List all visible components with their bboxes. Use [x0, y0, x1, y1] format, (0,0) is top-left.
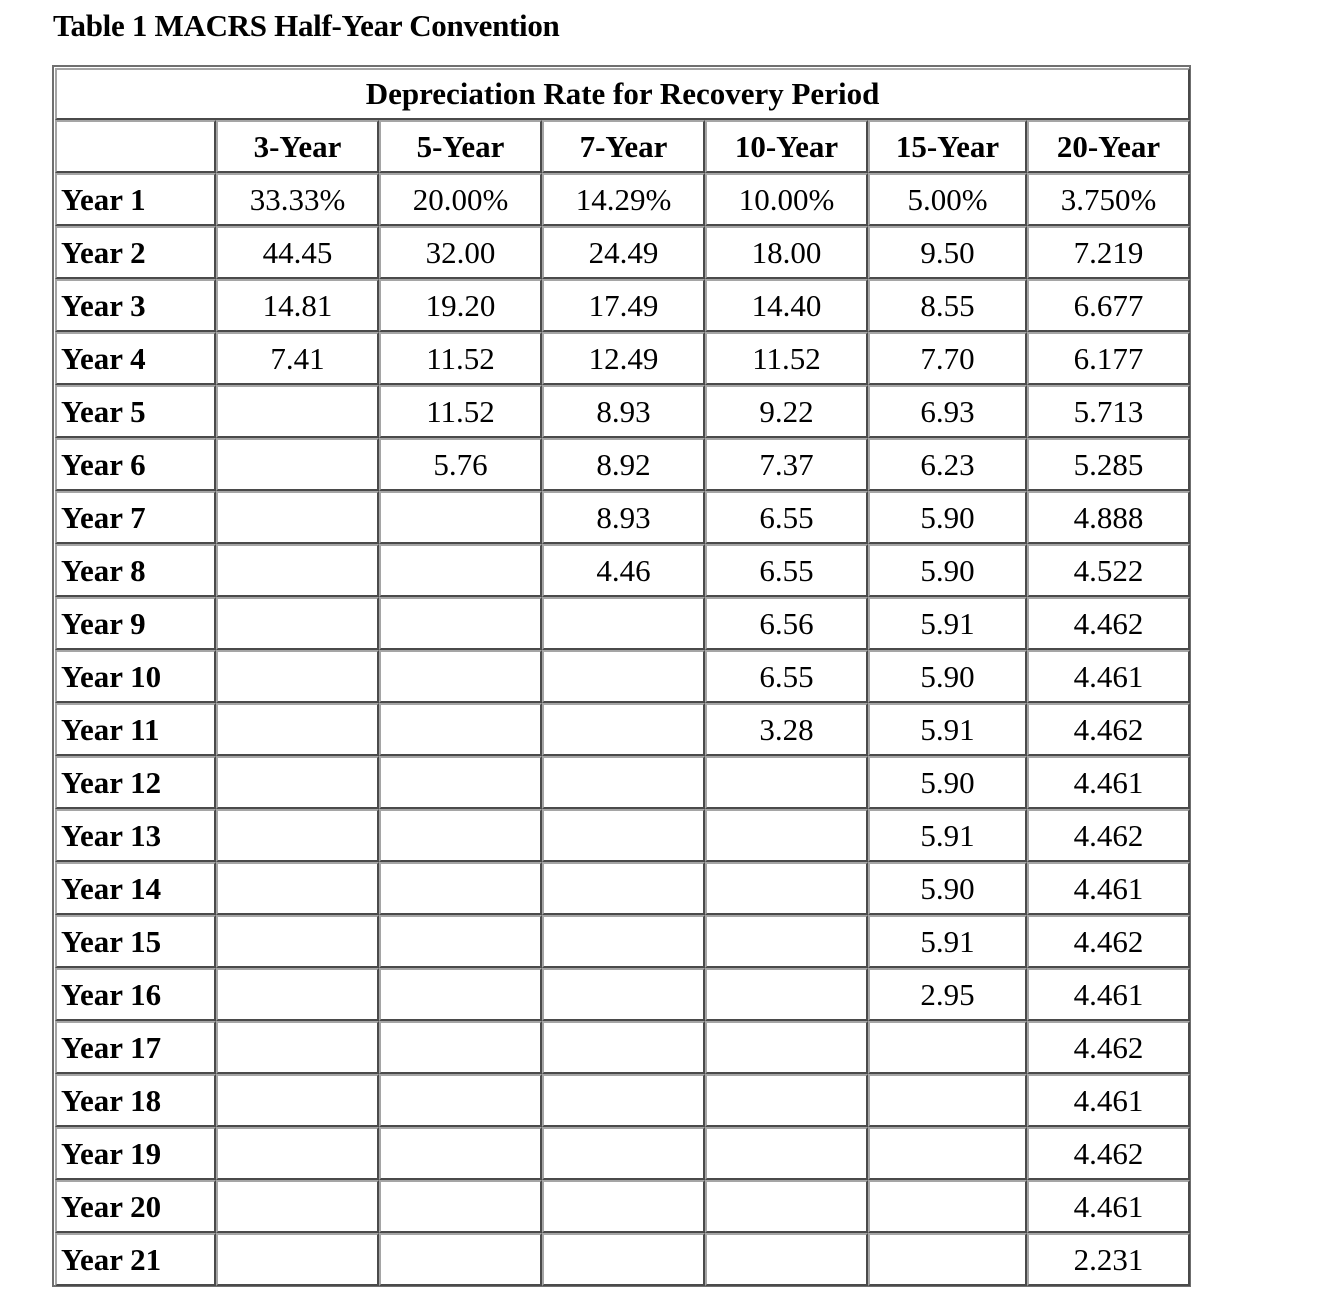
table-cell: 5.91: [868, 809, 1027, 862]
row-label: Year 7: [55, 491, 216, 544]
table-cell: [216, 1074, 379, 1127]
row-label: Year 19: [55, 1127, 216, 1180]
table-cell: 4.461: [1027, 862, 1190, 915]
table-cell: 7.41: [216, 332, 379, 385]
table-cell: 5.90: [868, 491, 1027, 544]
table-cell: [705, 862, 868, 915]
table-cell: 6.55: [705, 650, 868, 703]
table-cell: [542, 1021, 705, 1074]
table-cell: 14.29%: [542, 173, 705, 226]
table-cell: 4.461: [1027, 968, 1190, 1021]
table-cell: [379, 1180, 542, 1233]
table-cell: 6.23: [868, 438, 1027, 491]
column-header: 5-Year: [379, 120, 542, 173]
table-cell: 8.55: [868, 279, 1027, 332]
column-header: 10-Year: [705, 120, 868, 173]
row-label: Year 13: [55, 809, 216, 862]
row-label: Year 2: [55, 226, 216, 279]
table-cell: 5.90: [868, 756, 1027, 809]
table-cell: [542, 809, 705, 862]
table-cell: 6.93: [868, 385, 1027, 438]
macrs-table: [52, 65, 1191, 1287]
table-cell: 6.55: [705, 544, 868, 597]
table-cell: 9.50: [868, 226, 1027, 279]
table-cell: 5.90: [868, 544, 1027, 597]
table-cell: 4.462: [1027, 809, 1190, 862]
table-cell: [542, 968, 705, 1021]
table-cell: [542, 597, 705, 650]
row-label: Year 12: [55, 756, 216, 809]
row-label: Year 18: [55, 1074, 216, 1127]
table-cell: [868, 1180, 1027, 1233]
row-label: Year 4: [55, 332, 216, 385]
table-cell: 4.461: [1027, 1180, 1190, 1233]
table-cell: 3.28: [705, 703, 868, 756]
table-cell: 5.91: [868, 597, 1027, 650]
table-cell: 44.45: [216, 226, 379, 279]
table-cell: 7.219: [1027, 226, 1190, 279]
table-cell: 5.90: [868, 862, 1027, 915]
row-label: Year 9: [55, 597, 216, 650]
table-cell: 5.91: [868, 915, 1027, 968]
table-cell: 4.461: [1027, 1074, 1190, 1127]
table-cell: 4.462: [1027, 1127, 1190, 1180]
table-cell: [705, 968, 868, 1021]
table-cell: 5.00%: [868, 173, 1027, 226]
table-cell: 4.46: [542, 544, 705, 597]
table-cell: [216, 703, 379, 756]
table-cell: [379, 968, 542, 1021]
header-corner-cell: [55, 120, 216, 173]
table-cell: 4.462: [1027, 1021, 1190, 1074]
table-cell: 5.76: [379, 438, 542, 491]
table-cell: 11.52: [379, 385, 542, 438]
table-cell: 4.461: [1027, 756, 1190, 809]
table-cell: [216, 597, 379, 650]
table-caption: Depreciation Rate for Recovery Period: [55, 68, 1190, 120]
table-cell: 19.20: [379, 279, 542, 332]
table-cell: [216, 650, 379, 703]
row-label: Year 11: [55, 703, 216, 756]
table-cell: [216, 438, 379, 491]
table-cell: 17.49: [542, 279, 705, 332]
table-cell: 10.00%: [705, 173, 868, 226]
table-cell: 18.00: [705, 226, 868, 279]
table-cell: 32.00: [379, 226, 542, 279]
table-cell: [542, 1180, 705, 1233]
table-cell: 9.22: [705, 385, 868, 438]
row-label: Year 20: [55, 1180, 216, 1233]
row-label: Year 14: [55, 862, 216, 915]
table-cell: 5.91: [868, 703, 1027, 756]
table-cell: 11.52: [705, 332, 868, 385]
table-cell: [379, 703, 542, 756]
table-cell: [705, 809, 868, 862]
table-cell: 7.70: [868, 332, 1027, 385]
table-cell: 4.462: [1027, 597, 1190, 650]
table-cell: [542, 1233, 705, 1286]
table-cell: 4.522: [1027, 544, 1190, 597]
table-cell: 4.462: [1027, 915, 1190, 968]
table-cell: [542, 703, 705, 756]
row-label: Year 1: [55, 173, 216, 226]
row-label: Year 3: [55, 279, 216, 332]
table-cell: 2.231: [1027, 1233, 1190, 1286]
table-cell: [216, 756, 379, 809]
table-cell: [542, 1127, 705, 1180]
table-cell: [379, 491, 542, 544]
row-label: Year 15: [55, 915, 216, 968]
table-cell: [705, 1127, 868, 1180]
table-cell: [705, 1074, 868, 1127]
row-label: Year 16: [55, 968, 216, 1021]
table-cell: 4.888: [1027, 491, 1190, 544]
row-label: Year 5: [55, 385, 216, 438]
table-cell: [216, 385, 379, 438]
table-cell: 14.81: [216, 279, 379, 332]
table-cell: [868, 1074, 1027, 1127]
table-cell: [379, 756, 542, 809]
column-header: 3-Year: [216, 120, 379, 173]
table-cell: [216, 809, 379, 862]
table-cell: 6.177: [1027, 332, 1190, 385]
table-cell: [379, 915, 542, 968]
table-cell: 5.90: [868, 650, 1027, 703]
table-cell: [216, 862, 379, 915]
table-cell: [542, 915, 705, 968]
row-label: Year 21: [55, 1233, 216, 1286]
table-cell: [379, 862, 542, 915]
table-cell: 14.40: [705, 279, 868, 332]
table-cell: 6.56: [705, 597, 868, 650]
table-cell: 8.93: [542, 385, 705, 438]
table-cell: [216, 968, 379, 1021]
row-label: Year 17: [55, 1021, 216, 1074]
row-label: Year 6: [55, 438, 216, 491]
table-cell: [216, 544, 379, 597]
table-cell: [705, 1180, 868, 1233]
table-cell: 12.49: [542, 332, 705, 385]
page-title: Table 1 MACRS Half-Year Convention: [53, 8, 560, 43]
table-cell: 11.52: [379, 332, 542, 385]
table-cell: [542, 756, 705, 809]
table-cell: [705, 756, 868, 809]
column-header: 20-Year: [1027, 120, 1190, 173]
table-cell: [868, 1233, 1027, 1286]
table-cell: [216, 1233, 379, 1286]
table-cell: [379, 1127, 542, 1180]
table-cell: 6.55: [705, 491, 868, 544]
table-cell: [542, 862, 705, 915]
table-cell: [216, 491, 379, 544]
table-cell: [705, 1021, 868, 1074]
table-cell: [379, 1233, 542, 1286]
table-cell: [379, 650, 542, 703]
column-header: 15-Year: [868, 120, 1027, 173]
table-cell: 20.00%: [379, 173, 542, 226]
table-cell: 5.285: [1027, 438, 1190, 491]
table-cell: [705, 915, 868, 968]
table-cell: 5.713: [1027, 385, 1190, 438]
table-cell: [705, 1233, 868, 1286]
table-cell: 33.33%: [216, 173, 379, 226]
table-cell: 4.462: [1027, 703, 1190, 756]
table-cell: [216, 1127, 379, 1180]
table-cell: 2.95: [868, 968, 1027, 1021]
table-cell: 8.93: [542, 491, 705, 544]
table-cell: 3.750%: [1027, 173, 1190, 226]
table-cell: 7.37: [705, 438, 868, 491]
table-cell: [868, 1127, 1027, 1180]
table-cell: 24.49: [542, 226, 705, 279]
table-cell: 4.461: [1027, 650, 1190, 703]
table-cell: [379, 809, 542, 862]
table-cell: [542, 650, 705, 703]
column-header: 7-Year: [542, 120, 705, 173]
table-cell: [216, 915, 379, 968]
row-label: Year 8: [55, 544, 216, 597]
table-cell: [379, 1074, 542, 1127]
table-cell: [379, 597, 542, 650]
table-cell: 6.677: [1027, 279, 1190, 332]
table-cell: 8.92: [542, 438, 705, 491]
table-cell: [216, 1180, 379, 1233]
table-cell: [379, 544, 542, 597]
table-cell: [216, 1021, 379, 1074]
row-label: Year 10: [55, 650, 216, 703]
table-cell: [542, 1074, 705, 1127]
table-cell: [868, 1021, 1027, 1074]
table-cell: [379, 1021, 542, 1074]
